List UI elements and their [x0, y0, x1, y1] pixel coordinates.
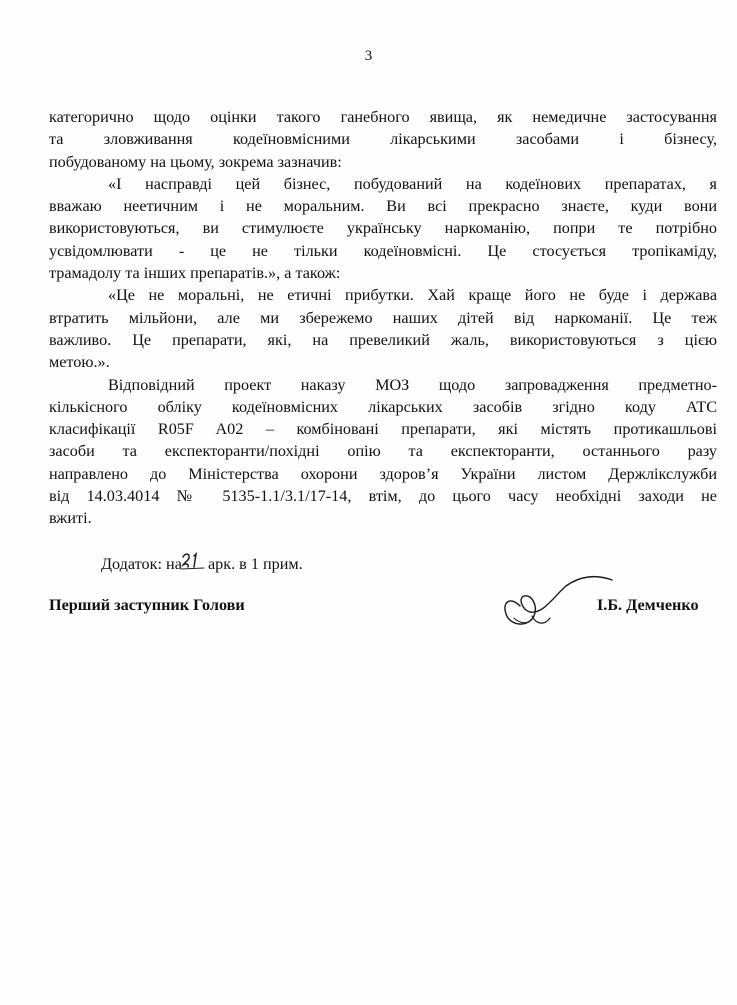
text-line: важливо. Це препарати, які, на превеликий жаль, використовуються з цією: [49, 330, 717, 349]
paragraph-4: [49, 374, 717, 530]
text-line: категорично щодо оцінки такого ганебного явища, як немедичне застосування: [49, 108, 717, 126]
text-line: кількісного обліку кодеїновмісних лікарських засобів згідно коду АТС: [49, 397, 717, 416]
text-line: побудованому на цьому, зокрема зазначив:: [49, 152, 342, 171]
text-line: класифікації R05F A02 – комбіновані препарати, які містять протикашльові: [49, 420, 717, 439]
text-line: «І насправді цей бізнес, побудований на кодеїнових препаратах, я: [108, 174, 717, 193]
handwritten-count-mark: [180, 550, 206, 574]
text-line: вжиті.: [49, 509, 92, 528]
text-line: втратить мільйони, але ми збережемо наших дітей від наркоманії. Це теж: [49, 308, 717, 327]
paragraph-1: [49, 106, 717, 173]
text-line: Відповідний проект наказу МОЗ щодо запровадження предметно-: [108, 375, 717, 394]
attachment-prefix: Додаток: на: [101, 555, 182, 573]
attachment-suffix: арк. в 1 прим.: [203, 555, 303, 573]
text-line: засоби та експекторанти/похідні опію та експекторанти, останнього разу: [49, 442, 717, 461]
text-line: «Це не моральні, не етичні прибутки. Хай краще його не буде і держава: [108, 286, 717, 305]
paragraph-3-quote: [49, 284, 717, 373]
page-number: 3: [364, 48, 373, 64]
text-line: трамадолу та інших препаратів.», а також:: [49, 264, 341, 283]
text-line: усвідомлювати - це не тільки кодеїновмісні. Це стосується тропікаміду,: [49, 241, 717, 260]
text-line: від 14.03.4014 № 5135-1.1/3.1/17-14, втім, до цього часу необхідні заходи не: [49, 487, 717, 506]
signer-position: Перший заступник Голови: [49, 596, 245, 614]
text-line: направлено до Міністерства охорони здоров’я України листом Держлікслужби: [49, 464, 717, 483]
text-line: використовуються, ви стимулюєте українську наркоманію, попри те потрібно: [49, 219, 717, 238]
paragraph-2-quote: [49, 173, 717, 284]
text-line: та зловживання кодеїновмісними лікарськими засобами і бізнесу,: [49, 130, 717, 149]
text-line: вважаю неетичним і не моральним. Ви всі прекрасно знаєте, куди вони: [49, 197, 717, 216]
letter-body: [49, 106, 717, 530]
text-line: метою.».: [49, 353, 110, 372]
attachment-note: [101, 553, 303, 574]
signer-name: І.Б. Демченко: [597, 596, 699, 614]
handwritten-page-count: [182, 553, 204, 569]
